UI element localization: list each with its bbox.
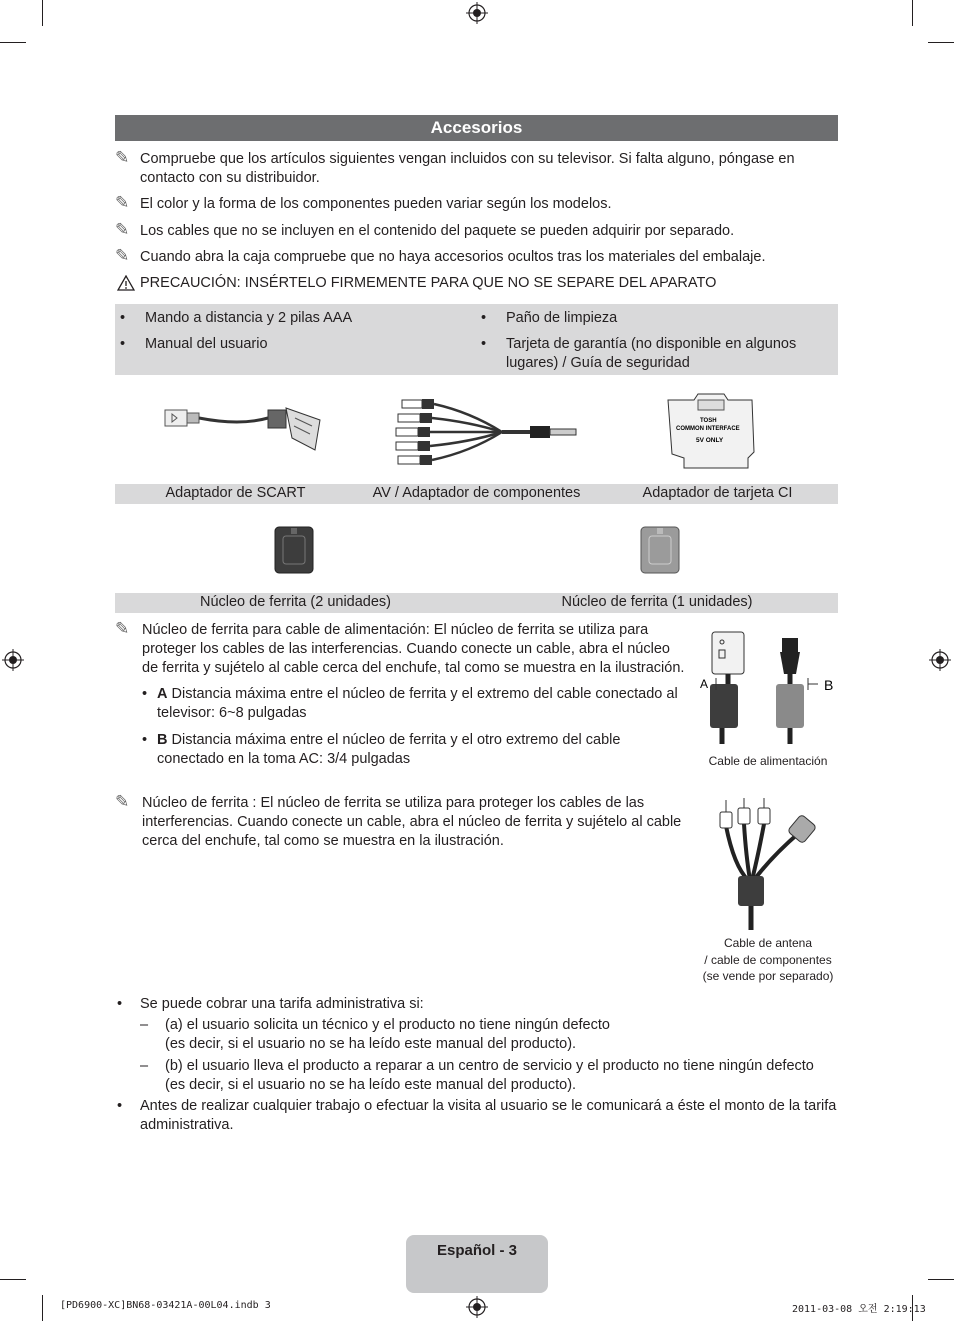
scart-adapter-image — [160, 398, 330, 458]
warning-triangle-icon — [117, 275, 135, 291]
ferrite-core-gray-image — [640, 526, 680, 574]
figure-label-b: B — [824, 677, 834, 693]
list-item: • A Distancia máxima entre el núcleo de ferrita y el extremo del cable conectado al televisor: 6~8 pulgadas — [142, 686, 678, 721]
note-item — [115, 150, 835, 188]
note-item — [115, 222, 835, 241]
ferrite-core-dark-image — [274, 526, 314, 574]
fee-bullet: • Antes de realizar cualquier trabajo o efectuar la visita al usuario se le comunicará a éste el monto de la tarifa administrativa. — [117, 1098, 837, 1133]
fee-dash-item: – (a) el usuario solicita un técnico y el producto no tiene ningún defecto (es decir, si el usuario no se ha leído este manual del producto). — [140, 1017, 610, 1052]
ci-card-adapter-image — [664, 392, 760, 472]
fee-dash-item: – (b) el usuario lleva el producto a reparar a un centro de servicio y el producto no tiene ningún defecto (es decir, si el usuario no se ha leído este manual del producto). — [140, 1058, 814, 1093]
pencil-note-icon: ✎ — [115, 220, 130, 239]
note-text: contacto con su distribuidor. — [140, 170, 320, 186]
note-item — [115, 248, 835, 267]
antenna-cable-figure — [712, 796, 822, 934]
caution-note — [115, 274, 835, 293]
note-text: Compruebe que los artículos siguientes vengan incluidos con su televisor. Si falta alguno, póngase en — [140, 151, 795, 167]
fee-bullet: • Se puede cobrar una tarifa administrativa si: — [117, 996, 424, 1012]
list-item: • Tarjeta de garantía (no disponible en algunos lugares) / Guía de seguridad — [481, 336, 797, 371]
note-item — [115, 195, 835, 214]
registration-mark-icon — [2, 649, 24, 671]
ci-card-label: COMMON INTERFACE — [676, 426, 740, 432]
print-file-info: [PD6900-XC]BN68-03421A-00L04.indb 3 — [60, 1300, 271, 1311]
pencil-note-icon: ✎ — [115, 193, 130, 212]
crop-mark — [0, 42, 26, 43]
figure-caption: Cable de alimentación — [708, 754, 828, 768]
pencil-note-icon: ✎ — [115, 148, 130, 167]
ci-card-label: TOSH — [700, 418, 717, 424]
ferrite-general-note: ✎ Núcleo de ferrita : El núcleo de ferrita se utiliza para proteger los cables de las interferencias. Cuando conecte un cable, abra el núcleo de ferrita y sujételo al cable cerca del enchufe, tal como se muestra en la ilustración. — [115, 792, 682, 849]
accessory-caption: AV / Adaptador de componentes — [372, 485, 581, 501]
pencil-note-icon: ✎ — [115, 792, 130, 811]
section-title: Accesorios — [115, 115, 838, 141]
ferrite-power-note: ✎ Núcleo de ferrita para cable de alimentación: El núcleo de ferrita se utiliza para proteger los cables de las interferencias. Cuando conecte un cable, abra el núcleo de ferrita y sujételo al cable cerca del enchufe, tal como se muestra en la ilustración. — [115, 619, 685, 676]
av-component-adapter-image — [390, 392, 590, 472]
accessory-caption: Adaptador de SCART — [165, 485, 306, 501]
pencil-note-icon: ✎ — [115, 246, 130, 265]
list-item: • B Distancia máxima entre el núcleo de ferrita y el otro extremo del cable conectado en la toma AC: 3/4 pulgadas — [142, 732, 621, 767]
crop-mark — [912, 0, 913, 26]
list-item: • Mando a distancia y 2 pilas AAA — [120, 310, 353, 326]
note-text: Los cables que no se incluyen en el contenido del paquete se pueden adquirir por separado. — [140, 223, 735, 239]
note-text: Cuando abra la caja compruebe que no haya accesorios ocultos tras los materiales del embalaje. — [140, 249, 766, 265]
included-items-box — [115, 304, 838, 375]
print-date-info: 2011-03-08 오전 2:19:13 — [792, 1304, 926, 1315]
registration-mark-icon — [929, 649, 951, 671]
figure-label-a: A — [700, 677, 709, 691]
page-number-tab — [406, 1235, 548, 1293]
crop-mark — [928, 42, 954, 43]
caption-bar — [115, 593, 838, 613]
page-label: Español - 3 — [436, 1242, 518, 1259]
registration-mark-icon — [466, 2, 488, 24]
registration-mark-icon — [466, 1296, 488, 1318]
figure-caption: Cable de antena / cable de componentes (se vende por separado) — [702, 936, 834, 983]
list-item: • Manual del usuario — [120, 336, 268, 352]
crop-mark — [42, 0, 43, 26]
ci-card-label: 5V ONLY — [696, 437, 724, 444]
list-item: • Paño de limpieza — [481, 310, 618, 326]
power-cable-figure — [700, 628, 840, 746]
caption-bar — [115, 484, 838, 504]
caution-text: PRECAUCIÓN: INSÉRTELO FIRMEMENTE PARA QUE NO SE SEPARE DEL APARATO — [140, 275, 717, 291]
accessory-caption: Núcleo de ferrita (1 unidades) — [561, 594, 753, 610]
note-text: El color y la forma de los componentes pueden variar según los modelos. — [140, 196, 612, 212]
crop-mark — [0, 1279, 26, 1280]
accessory-caption: Adaptador de tarjeta CI — [642, 485, 793, 501]
crop-mark — [42, 1295, 43, 1321]
accessory-caption: Núcleo de ferrita (2 unidades) — [199, 594, 392, 610]
crop-mark — [928, 1279, 954, 1280]
pencil-note-icon: ✎ — [115, 619, 130, 638]
